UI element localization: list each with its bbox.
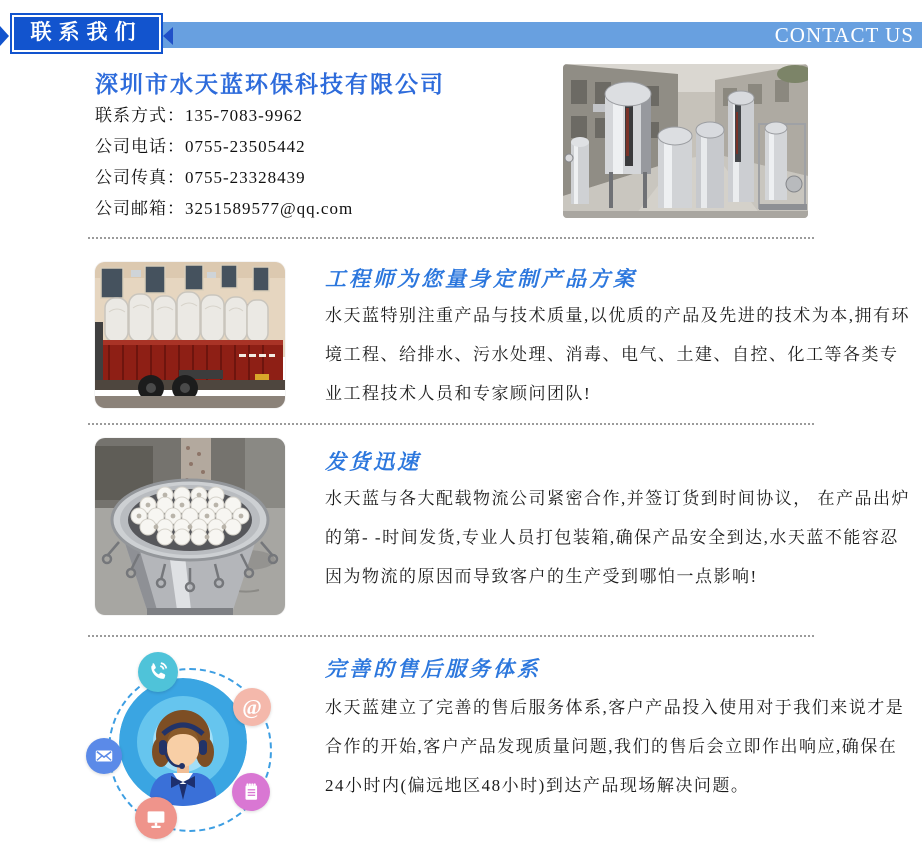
company-phone-row [95,132,306,157]
header-left-tick-icon [0,26,9,46]
company-email-row [95,194,353,219]
fax-value: 0755-23328439 [185,168,306,187]
filter-vessel-photo [95,438,285,615]
mail-icon [86,738,122,774]
company-fax-row [95,163,306,188]
dotted-divider [88,635,814,637]
section-body-fast-shipping: 水天蓝与各大配载物流公司紧密合作,并签订货到时间协议， 在产品出炉的第- -时间发货,专业人员打包装箱,确保产品安全到达,水天蓝不能容忍因为物流的原因而导致客户的生产受到哪怕一点影响! [325,489,910,586]
fax-label: 公司传真： [95,168,185,187]
contact-value: 135-7083-9962 [185,106,303,125]
section-title-after-sales: 完善的售后服务体系 [325,657,541,681]
header-arrow-icon [163,27,173,45]
email-value: 3251589577@qq.com [185,199,354,218]
phone-icon [138,652,178,692]
at-icon [233,688,271,726]
truck-photo-art [95,262,285,408]
service-agent-avatar [119,678,247,806]
section-title-fast-shipping: 发货迅速 [325,450,421,474]
contact-label: 联系方式： [95,106,185,125]
email-label: 公司邮箱： [95,199,185,218]
service-agent-art [119,678,247,806]
filter-vessel-photo-art [95,438,285,615]
section-title-custom-solutions: 工程师为您量身定制产品方案 [325,267,637,291]
equipment-photo-art [563,64,808,218]
page-title: 联系我们 [10,13,163,54]
company-name: 深圳市水天蓝环保科技有限公司 [95,72,445,97]
phone-value: 0755-23505442 [185,137,306,156]
header-subtitle: CONTACT US [774,23,914,47]
phone-label: 公司电话： [95,137,185,156]
header-bar [163,22,922,48]
truck-photo [95,262,285,408]
company-contact-row [95,101,303,126]
equipment-photo [563,64,808,218]
section-body-custom-solutions: 水天蓝特别注重产品与技术质量,以优质的产品及先进的技术为本,拥有环境工程、给排水、污水处理、消毒、电气、土建、自控、化工等各类专业工程技术人员和专家顾问团队! [325,306,910,403]
monitor-icon [135,797,177,839]
dotted-divider [88,423,814,425]
section-body-after-sales: 水天蓝建立了完善的售后服务体系,客户产品投入使用对于我们来说才是合作的开始,客户产品发现质量问题,我们的售后会立即作出响应,确保在24小时内(偏远地区48小时)到达产品现场解决问题。 [325,698,905,795]
customer-service-illustration [80,645,305,848]
notepad-icon [232,773,270,811]
at-glyph: @ [242,694,262,719]
dotted-divider [88,237,814,239]
